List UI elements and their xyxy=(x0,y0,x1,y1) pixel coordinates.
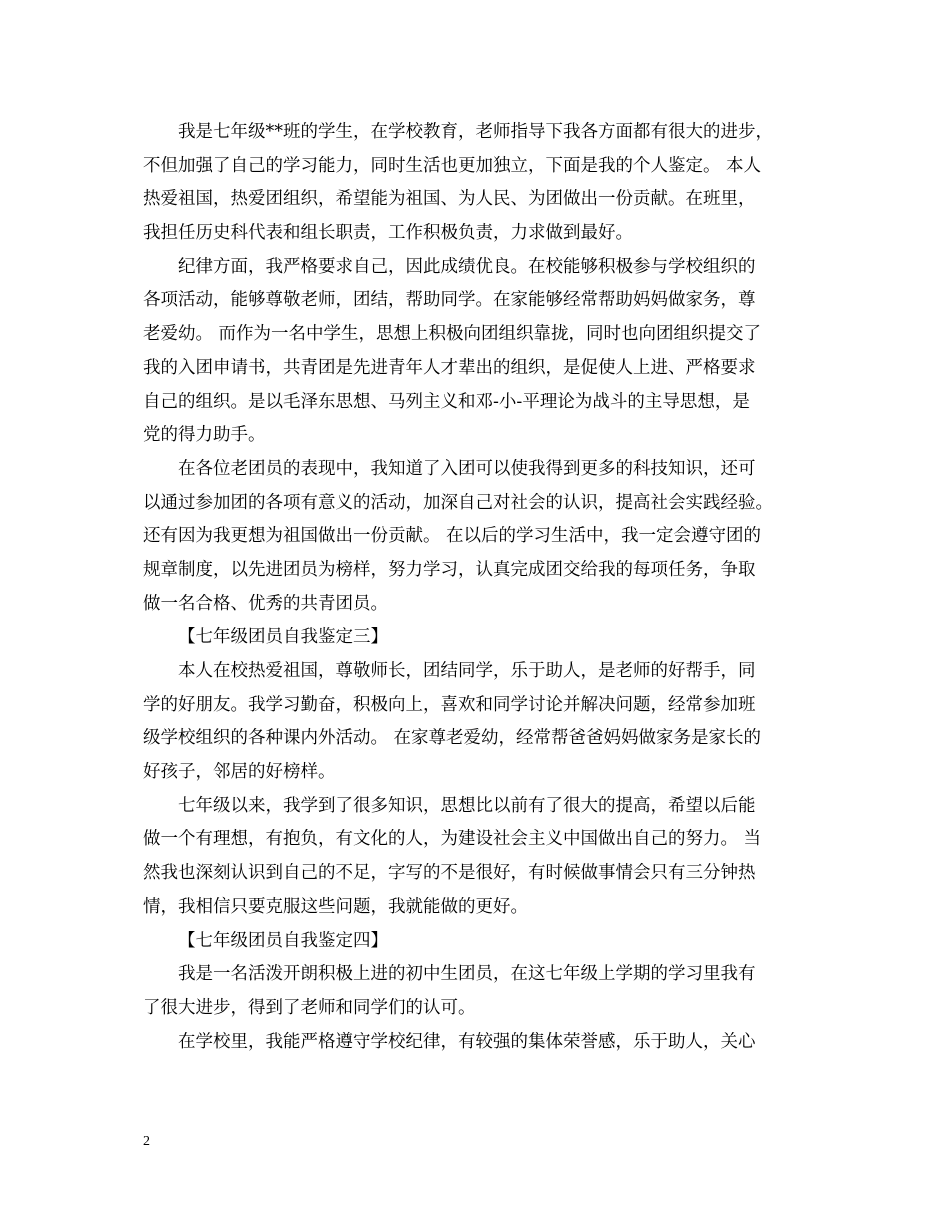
document-body xyxy=(143,116,833,1059)
text-line: 情，我相信只要克服这些问题，我就能做的更好。 xyxy=(143,896,528,917)
text-line: 我的入团申请书，共青团是先进青年人才辈出的组织，是促使人上进、严格要求 xyxy=(143,357,756,378)
text-line: 自己的组织。是以毛泽东思想、马列主义和邓-小-平理论为战斗的主导思想，是 xyxy=(143,391,750,412)
text-line: 热爱祖国，热爱团组织，希望能为祖国、为人民、为团做出一份贡献。在班里， xyxy=(143,189,756,210)
text-line: 规章制度，以先进团员为榜样，努力学习，认真完成团交给我的每项任务，争取 xyxy=(143,559,756,580)
text-line: 【七年级团员自我鉴定四】 xyxy=(178,930,388,951)
text-line: 学的好朋友。我学习勤奋，积极向上，喜欢和同学讨论并解决问题，经常参加班 xyxy=(143,694,756,715)
text-line: 党的得力助手。 xyxy=(143,425,266,446)
text-line: 七年级以来，我学到了很多知识，思想比以前有了很大的提高，希望以后能 xyxy=(178,795,756,816)
text-line: 【七年级团员自我鉴定三】 xyxy=(178,627,388,648)
text-line: 本人在校热爱祖国，尊敬师长，团结同学，乐于助人，是老师的好帮手，同 xyxy=(178,661,756,681)
text-line: 在各位老团员的表现中，我知道了入团可以使我得到更多的科技知识，还可 xyxy=(178,458,756,479)
page-number: 2 xyxy=(143,1134,150,1149)
text-line: 纪律方面，我严格要求自己，因此成绩优良。在校能够积极参与学校组织的 xyxy=(178,256,756,277)
text-line: 各项活动，能够尊敬老师，团结，帮助同学。在家能够经常帮助妈妈做家务，尊 xyxy=(143,290,756,311)
text-line: 在学校里，我能严格遵守学校纪律，有较强的集体荣誉感，乐于助人，关心 xyxy=(178,1031,756,1052)
text-line: 了很大进步，得到了老师和同学们的认可。 xyxy=(143,997,476,1018)
text-line: 还有因为我更想为祖国做出一份贡献。 在以后的学习生活中，我一定会遵守团的 xyxy=(143,526,762,547)
text-line: 我担任历史科代表和组长职责，工作积极负责，力求做到最好。 xyxy=(143,223,633,244)
text-line: 做一名合格、优秀的共青团员。 xyxy=(143,593,388,614)
text-line: 好孩子，邻居的好榜样。 xyxy=(143,762,336,783)
text-line: 级学校组织的各种课内外活动。 在家尊老爱幼，经常帮爸爸妈妈做家务是家长的 xyxy=(143,728,762,749)
text-line: 做一个有理想，有抱负，有文化的人，为建设社会主义中国做出自己的努力。 当 xyxy=(143,829,762,850)
text-line: 老爱幼。 而作为一名中学生，思想上积极向团组织靠拢，同时也向团组织提交了 xyxy=(143,324,762,345)
text-line: 然我也深刻认识到自己的不足，字写的不是很好，有时候做事情会只有三分钟热 xyxy=(143,863,756,884)
text-line: 我是七年级**班的学生，在学校教育，老师指导下我各方面都有很大的进步， xyxy=(178,122,773,142)
text-line: 以通过参加团的各项有意义的活动，加深自己对社会的认识，提高社会实践经验。 xyxy=(143,492,773,513)
text-line: 我是一名活泼开朗积极上进的初中生团员，在这七年级上学期的学习里我有 xyxy=(178,964,756,985)
text-line: 不但加强了自己的学习能力，同时生活也更加独立，下面是我的个人鉴定。 本人 xyxy=(143,155,762,176)
